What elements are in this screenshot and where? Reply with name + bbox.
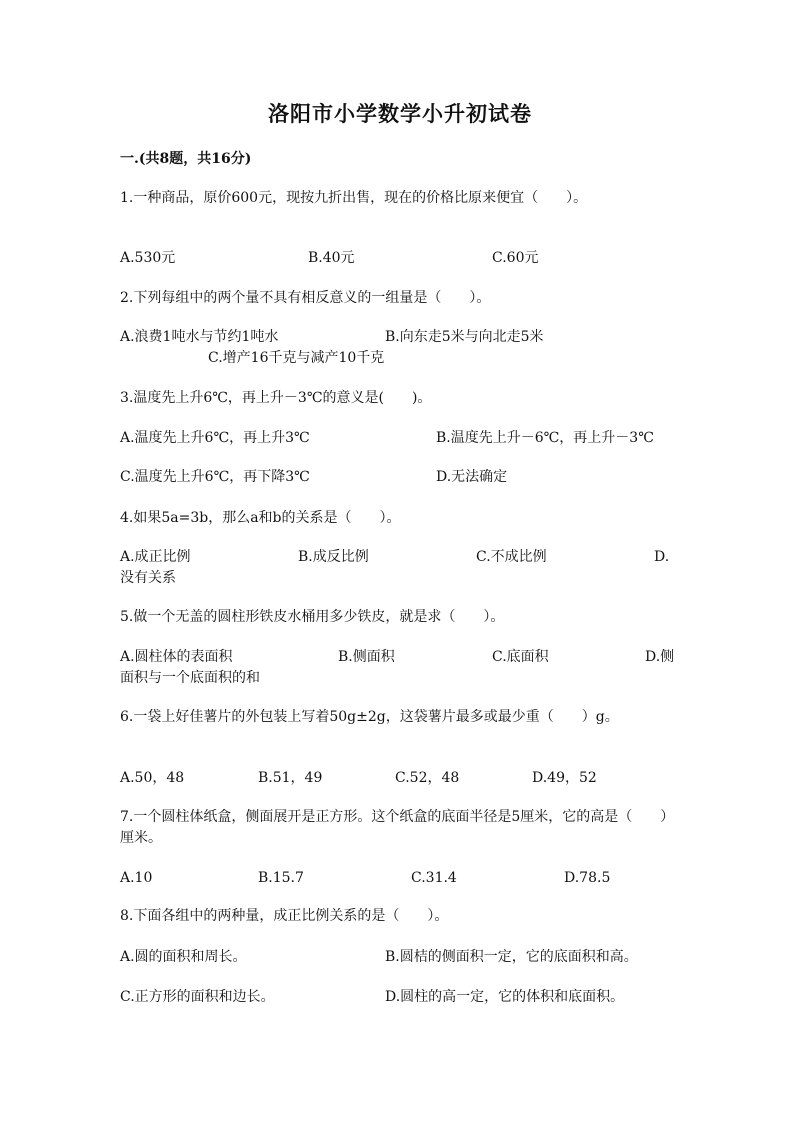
question-6-option-a: A.50，48	[120, 770, 185, 786]
question-2-option-b: B.向东走5米与向北走5米	[385, 329, 544, 345]
question-2-option-a: A.浪费1吨水与节约1吨水	[120, 329, 279, 345]
question-8-option-d: D.圆柱的高一定，它的体积和底面积。	[385, 989, 625, 1005]
question-3-option-d: D.无法确定	[436, 469, 508, 485]
question-5-option-b: B.侧面积	[338, 649, 395, 665]
question-4-option-a: A.成正比例	[120, 549, 191, 565]
question-5-option-a: A.圆柱体的表面积	[120, 649, 233, 665]
question-1-option-a: A.530元	[120, 250, 176, 266]
question-2-option-c: C.增产16千克与减产10千克	[208, 350, 385, 366]
question-6-option-b: B.51，49	[258, 770, 323, 786]
question-4-option-d-continued: 没有关系	[120, 570, 176, 586]
question-3-option-c: C.温度先上升6℃，再下降3℃	[120, 469, 310, 485]
question-7-option-a: A.10	[120, 870, 153, 886]
question-3-option-a: A.温度先上升6℃，再上升3℃	[120, 430, 310, 446]
question-8-option-b: B.圆桔的侧面积一定，它的底面积和高。	[385, 949, 638, 965]
question-5-stem: 5.做一个无盖的圆柱形铁皮水桶用多少铁皮，就是求（ ）。	[120, 609, 505, 625]
question-6-option-d: D.49，52	[532, 770, 597, 786]
question-5-option-d: D.侧	[645, 649, 675, 665]
question-8-option-a: A.圆的面积和周长。	[120, 949, 247, 965]
question-4-option-d: D.	[654, 549, 670, 565]
question-5-option-c: C.底面积	[492, 649, 549, 665]
question-1-option-b: B.40元	[308, 250, 355, 266]
question-7-option-b: B.15.7	[258, 870, 304, 886]
question-1-stem: 1.一种商品，原价600元，现按九折出售，现在的价格比原来便宜（ ）。	[120, 190, 588, 206]
section-heading: 一.(共8题，共16分)	[120, 151, 252, 167]
question-2-stem: 2.下列每组中的两个量不具有相反意义的一组量是（ ）。	[120, 290, 491, 306]
question-7-stem: 7.一个圆柱体纸盒，侧面展开是正方形。这个纸盒的底面半径是5厘米，它的高是（ ）厘米。	[120, 809, 675, 846]
question-8-option-c: C.正方形的面积和边长。	[120, 989, 275, 1005]
question-4-stem: 4.如果5a=3b，那么a和b的关系是（ ）。	[120, 510, 401, 526]
question-4-option-c: C.不成比例	[476, 549, 547, 565]
question-1-option-c: C.60元	[492, 250, 539, 266]
question-5-option-d-continued: 面积与一个底面积的和	[120, 670, 260, 686]
page-title: 洛阳市小学数学小升初试卷	[268, 101, 532, 126]
question-7-option-c: C.31.4	[411, 870, 457, 886]
question-3-stem: 3.温度先上升6℃，再上升－3℃的意义是( )。	[120, 390, 432, 406]
question-6-option-c: C.52，48	[395, 770, 460, 786]
question-3-option-b: B.温度先上升－6℃，再上升－3℃	[436, 430, 654, 446]
question-8-stem: 8.下面各组中的两种量，成正比例关系的是（ ）。	[120, 908, 449, 924]
question-7-option-d: D.78.5	[564, 870, 611, 886]
question-6-stem: 6.一袋上好佳薯片的外包装上写着50g±2g，这袋薯片最多或最少重（ ）g。	[120, 709, 619, 725]
question-4-option-b: B.成反比例	[298, 549, 369, 565]
